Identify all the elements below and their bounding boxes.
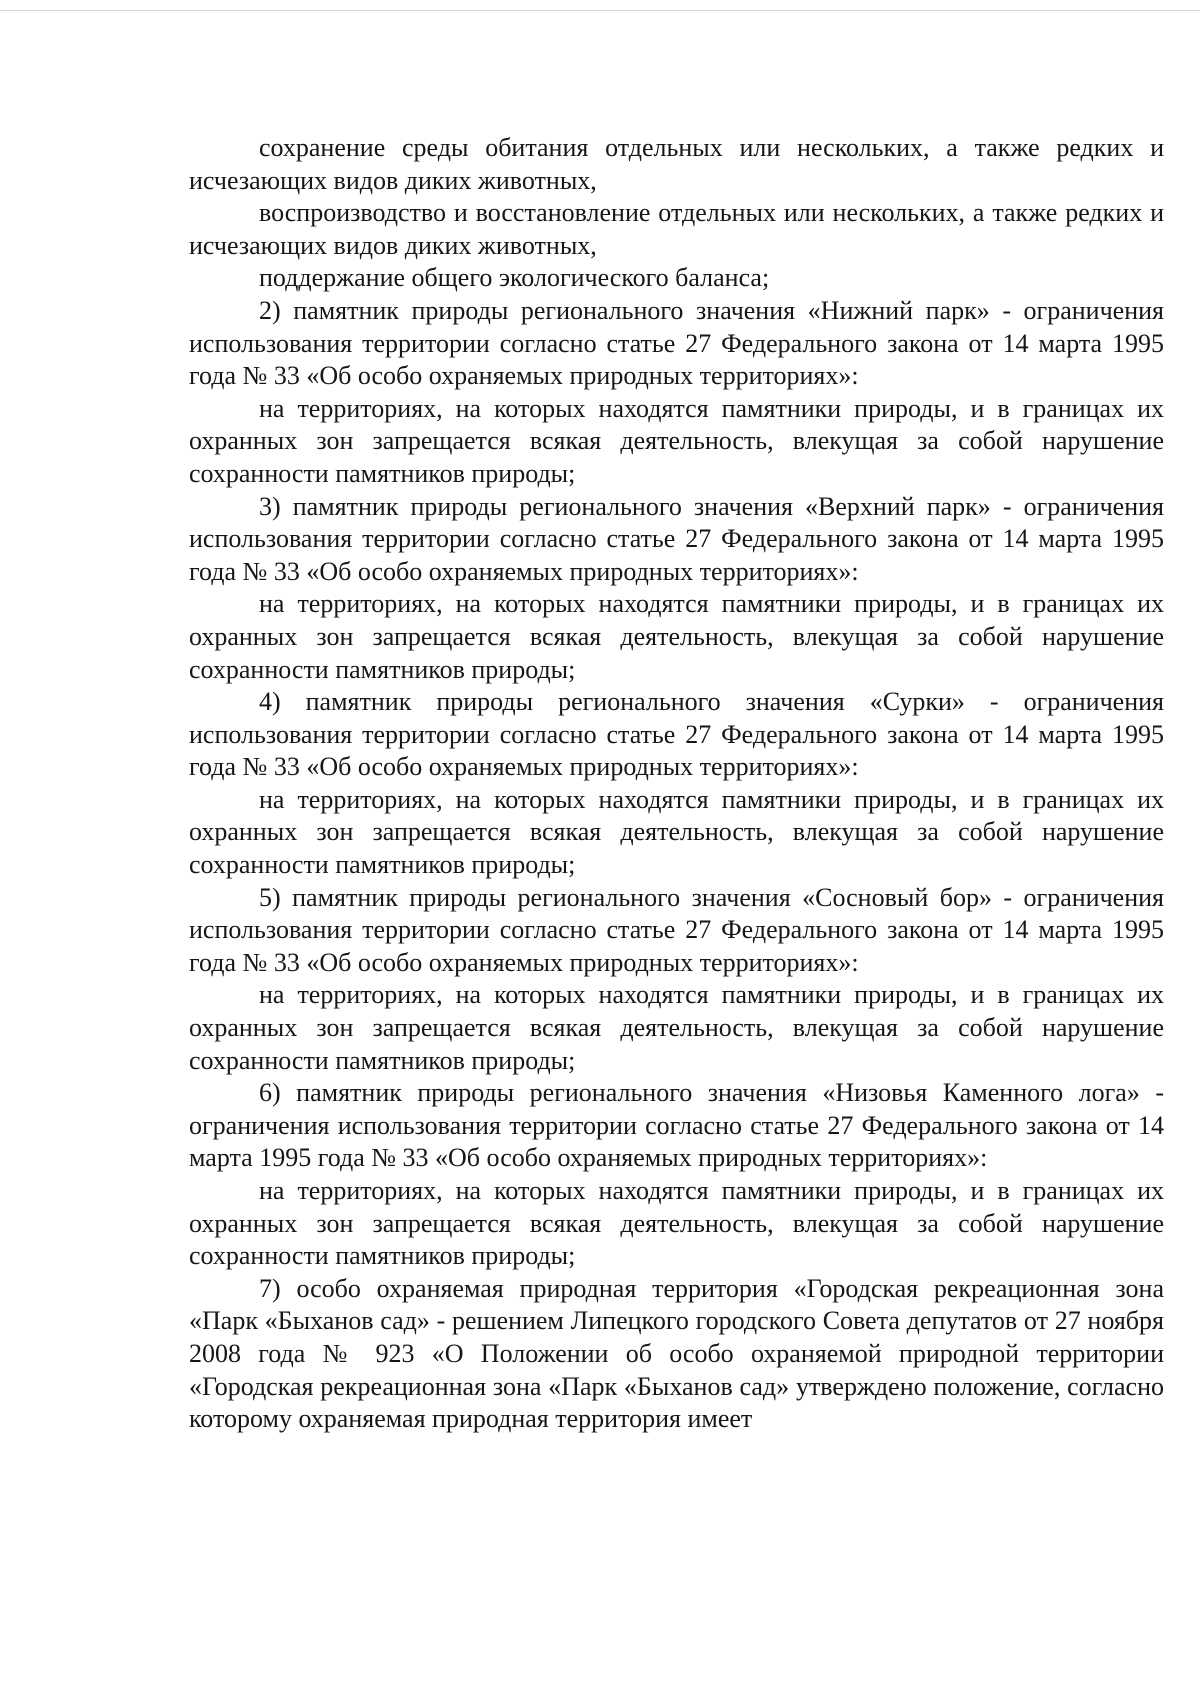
paragraph-item-3: 3) памятник природы регионального значения «Верхний парк» - ограничения использования территории согласно статье 27 Федерального закона от 14 марта 1995 года № 33 «Об особо охраняемых природных территориях»: (189, 491, 1164, 586)
paragraph-habitat-preservation: сохранение среды обитания отдельных или нескольких, а также редких и исчезающих видов диких животных, (189, 133, 1164, 195)
paragraph-item-7: 7) особо охраняемая природная территория «Городская рекреационная зона «Парк «Быханов сад» - решением Липецкого городского Совета депутатов от 27 ноября 2008 года № 923 «О Положении об особо охраняемой природной территории «Городская рекреационная зона «Парк «Быханов сад» утверждено положение, согласно которому охраняемая природная территория имеет (189, 1273, 1164, 1434)
paragraph-item-5: 5) памятник природы регионального значения «Сосновый бор» - ограничения использования территории согласно статье 27 Федерального закона от 14 марта 1995 года № 33 «Об особо охраняемых природных территориях»: (189, 882, 1164, 977)
paragraph-item-4: 4) памятник природы регионального значения «Сурки» - ограничения использования территории согласно статье 27 Федерального закона от 14 марта 1995 года № 33 «Об особо охраняемых природных территориях»: (189, 687, 1164, 782)
paragraph-item-6-restriction: на территориях, на которых находятся памятники природы, и в границах их охранных зон запрещается всякая деятельность, влекущая за собой нарушение сохранности памятников природы; (189, 1176, 1164, 1271)
paragraph-item-5-restriction: на территориях, на которых находятся памятники природы, и в границах их охранных зон запрещается всякая деятельность, влекущая за собой нарушение сохранности памятников природы; (189, 980, 1164, 1075)
scan-edge-line (0, 10, 1200, 11)
paragraph-ecological-balance: поддержание общего экологического баланса; (259, 263, 770, 293)
paragraph-item-4-restriction: на территориях, на которых находятся памятники природы, и в границах их охранных зон запрещается всякая деятельность, влекущая за собой нарушение сохранности памятников природы; (189, 784, 1164, 880)
paragraph-reproduction-restoration: воспроизводство и восстановление отдельных или нескольких, а также редких и исчезающих видов диких животных, (189, 198, 1164, 260)
paragraph-item-3-restriction: на территориях, на которых находятся памятники природы, и в границах их охранных зон запрещается всякая деятельность, влекущая за собой нарушение сохранности памятников природы; (189, 589, 1164, 684)
document-body (189, 132, 1164, 1436)
paragraph-item-2: 2) памятник природы регионального значения «Нижний парк» - ограничения использования территории согласно статье 27 Федерального закона от 14 марта 1995 года № 33 «Об особо охраняемых природных территориях»: (189, 295, 1164, 391)
paragraph-item-2-restriction: на территориях, на которых находятся памятники природы, и в границах их охранных зон запрещается всякая деятельность, влекущая за собой нарушение сохранности памятников природы; (189, 393, 1164, 488)
paragraph-item-6: 6) памятник природы регионального значения «Низовья Каменного лога» - ограничения использования территории согласно статье 27 Федерального закона от 14 марта 1995 года № 33 «Об особо охраняемых природных территориях»: (189, 1078, 1164, 1173)
